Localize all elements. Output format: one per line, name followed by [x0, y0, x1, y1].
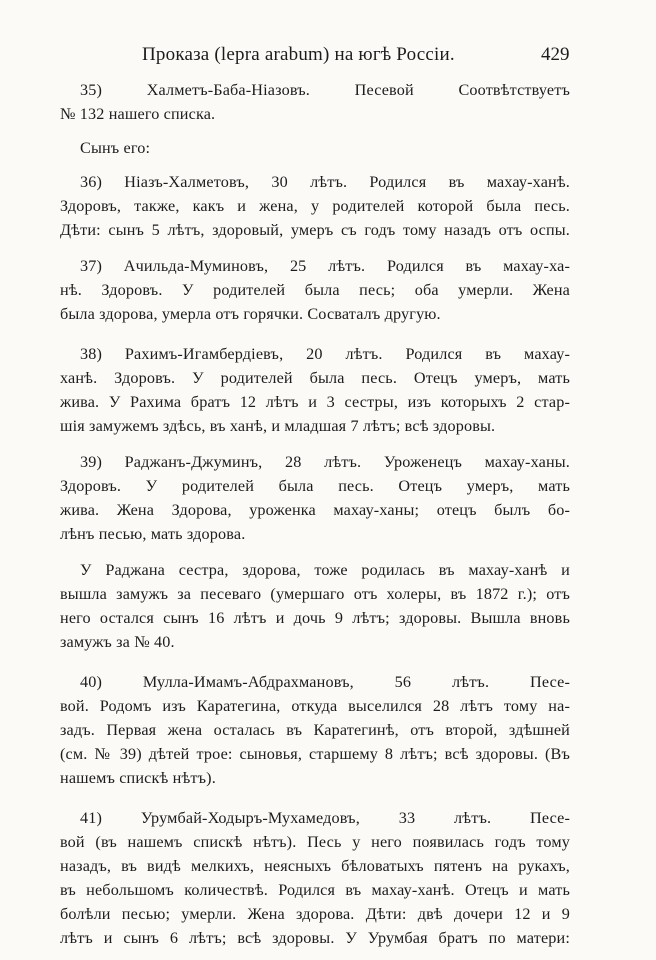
- text-line: замужъ за № 40.: [60, 633, 175, 651]
- entry-40: [60, 670, 570, 790]
- text-line: назадъ, въ видѣ мелкихъ, неясныхъ бѣловатыхъ пятенъ на рукахъ,: [60, 857, 570, 875]
- entry-37: [60, 254, 570, 326]
- entry-41: [60, 806, 570, 950]
- text-line: Сынъ его:: [80, 139, 151, 157]
- text-line: нѣ. Здоровъ. У родителей была песь; оба умерли. Жена: [60, 281, 570, 299]
- text-line: жива. У Рахима братъ 12 лѣтъ и 3 сестры, изъ которыхъ 2 стар-: [60, 393, 570, 411]
- text-line: 36) Ніазъ-Халметовъ, 30 лѣтъ. Родился въ махау-ханѣ.: [80, 173, 570, 191]
- page-header: [0, 44, 656, 70]
- text-line: лѣнъ песью, мать здорова.: [60, 525, 246, 543]
- text-line: 37) Ачильда-Муминовъ, 25 лѣтъ. Родился въ махау-ха-: [80, 257, 570, 275]
- page-number: 429: [541, 44, 570, 65]
- text-line: 40) Мулла-Имамъ-Абдрахмановъ, 56 лѣтъ. Песе-: [80, 673, 570, 691]
- rajan-sister-paragraph: [60, 558, 570, 654]
- entry-36: [60, 170, 570, 242]
- text-line: 38) Рахимъ-Игамбердіевъ, 20 лѣтъ. Родился въ махау-: [80, 345, 570, 363]
- son-heading: [60, 136, 570, 160]
- text-line: Дѣти: сынъ 5 лѣтъ, здоровый, умеръ съ годъ тому назадъ отъ оспы.: [60, 221, 570, 239]
- text-line: Здоровъ, также, какъ и жена, у родителей которой была песь.: [60, 197, 570, 215]
- text-line: задъ. Первая жена осталась въ Каратегинѣ, отъ второй, здѣшней: [60, 721, 570, 739]
- text-line: вой (въ нашемъ спискѣ нѣтъ). Песь у него появилась годъ тому: [60, 833, 570, 851]
- entry-39: [60, 450, 570, 546]
- running-title: Проказа (lepra arabum) на югѣ Россіи.: [142, 44, 455, 65]
- entry-38: [60, 342, 570, 438]
- text-line: Здоровъ. У родителей была песь. Отецъ умеръ, мать: [60, 477, 570, 495]
- entry-35: [60, 78, 570, 126]
- text-line: нашемъ спискѣ нѣтъ).: [60, 769, 216, 787]
- text-line: вышла замужъ за песеваго (умершаго отъ холеры, въ 1872 г.); отъ: [60, 585, 570, 603]
- text-line: вой. Родомъ изъ Каратегина, откуда выселился 28 лѣтъ тому на-: [60, 697, 570, 715]
- text-line: болѣли песью; умерли. Жена здорова. Дѣти: двѣ дочери 12 и 9: [60, 905, 570, 923]
- text-line: 41) Урумбай-Ходыръ-Мухамедовъ, 33 лѣтъ. Песе-: [80, 809, 570, 827]
- text-line: была здорова, умерла отъ горячки. Сосваталъ другую.: [60, 305, 441, 323]
- text-line: жива. Жена Здорова, уроженка махау-ханы; отецъ былъ бо-: [60, 501, 570, 519]
- text-line: него остался сынъ 16 лѣтъ и дочь 9 лѣтъ; здоровы. Вышла вновь: [60, 609, 570, 627]
- text-line: лѣтъ и сынъ 6 лѣтъ; всѣ здоровы. У Урумбая братъ по матери:: [60, 929, 570, 947]
- page-body: [60, 78, 570, 950]
- text-line: У Раджана сестра, здорова, тоже родилась въ махау-ханѣ и: [80, 561, 570, 579]
- text-line: ханѣ. Здоровъ. У родителей была песь. Отецъ умеръ, мать: [60, 369, 570, 387]
- text-line: № 132 нашего списка.: [60, 105, 216, 123]
- text-line: шія замужемъ здѣсь, въ ханѣ, и младшая 7 лѣтъ; всѣ здоровы.: [60, 417, 496, 435]
- text-line: въ небольшомъ количествѣ. Родился въ махау-ханѣ. Отецъ и мать: [60, 881, 570, 899]
- text-line: (см. № 39) дѣтей трое: сыновья, старшему 8 лѣтъ; всѣ здоровы. (Въ: [60, 745, 570, 763]
- text-line: 39) Раджанъ-Джуминъ, 28 лѣтъ. Уроженецъ махау-ханы.: [80, 453, 570, 471]
- text-line: 35) Халметъ-Баба-Ніазовъ. Песевой Соотвѣтствуетъ: [80, 81, 570, 99]
